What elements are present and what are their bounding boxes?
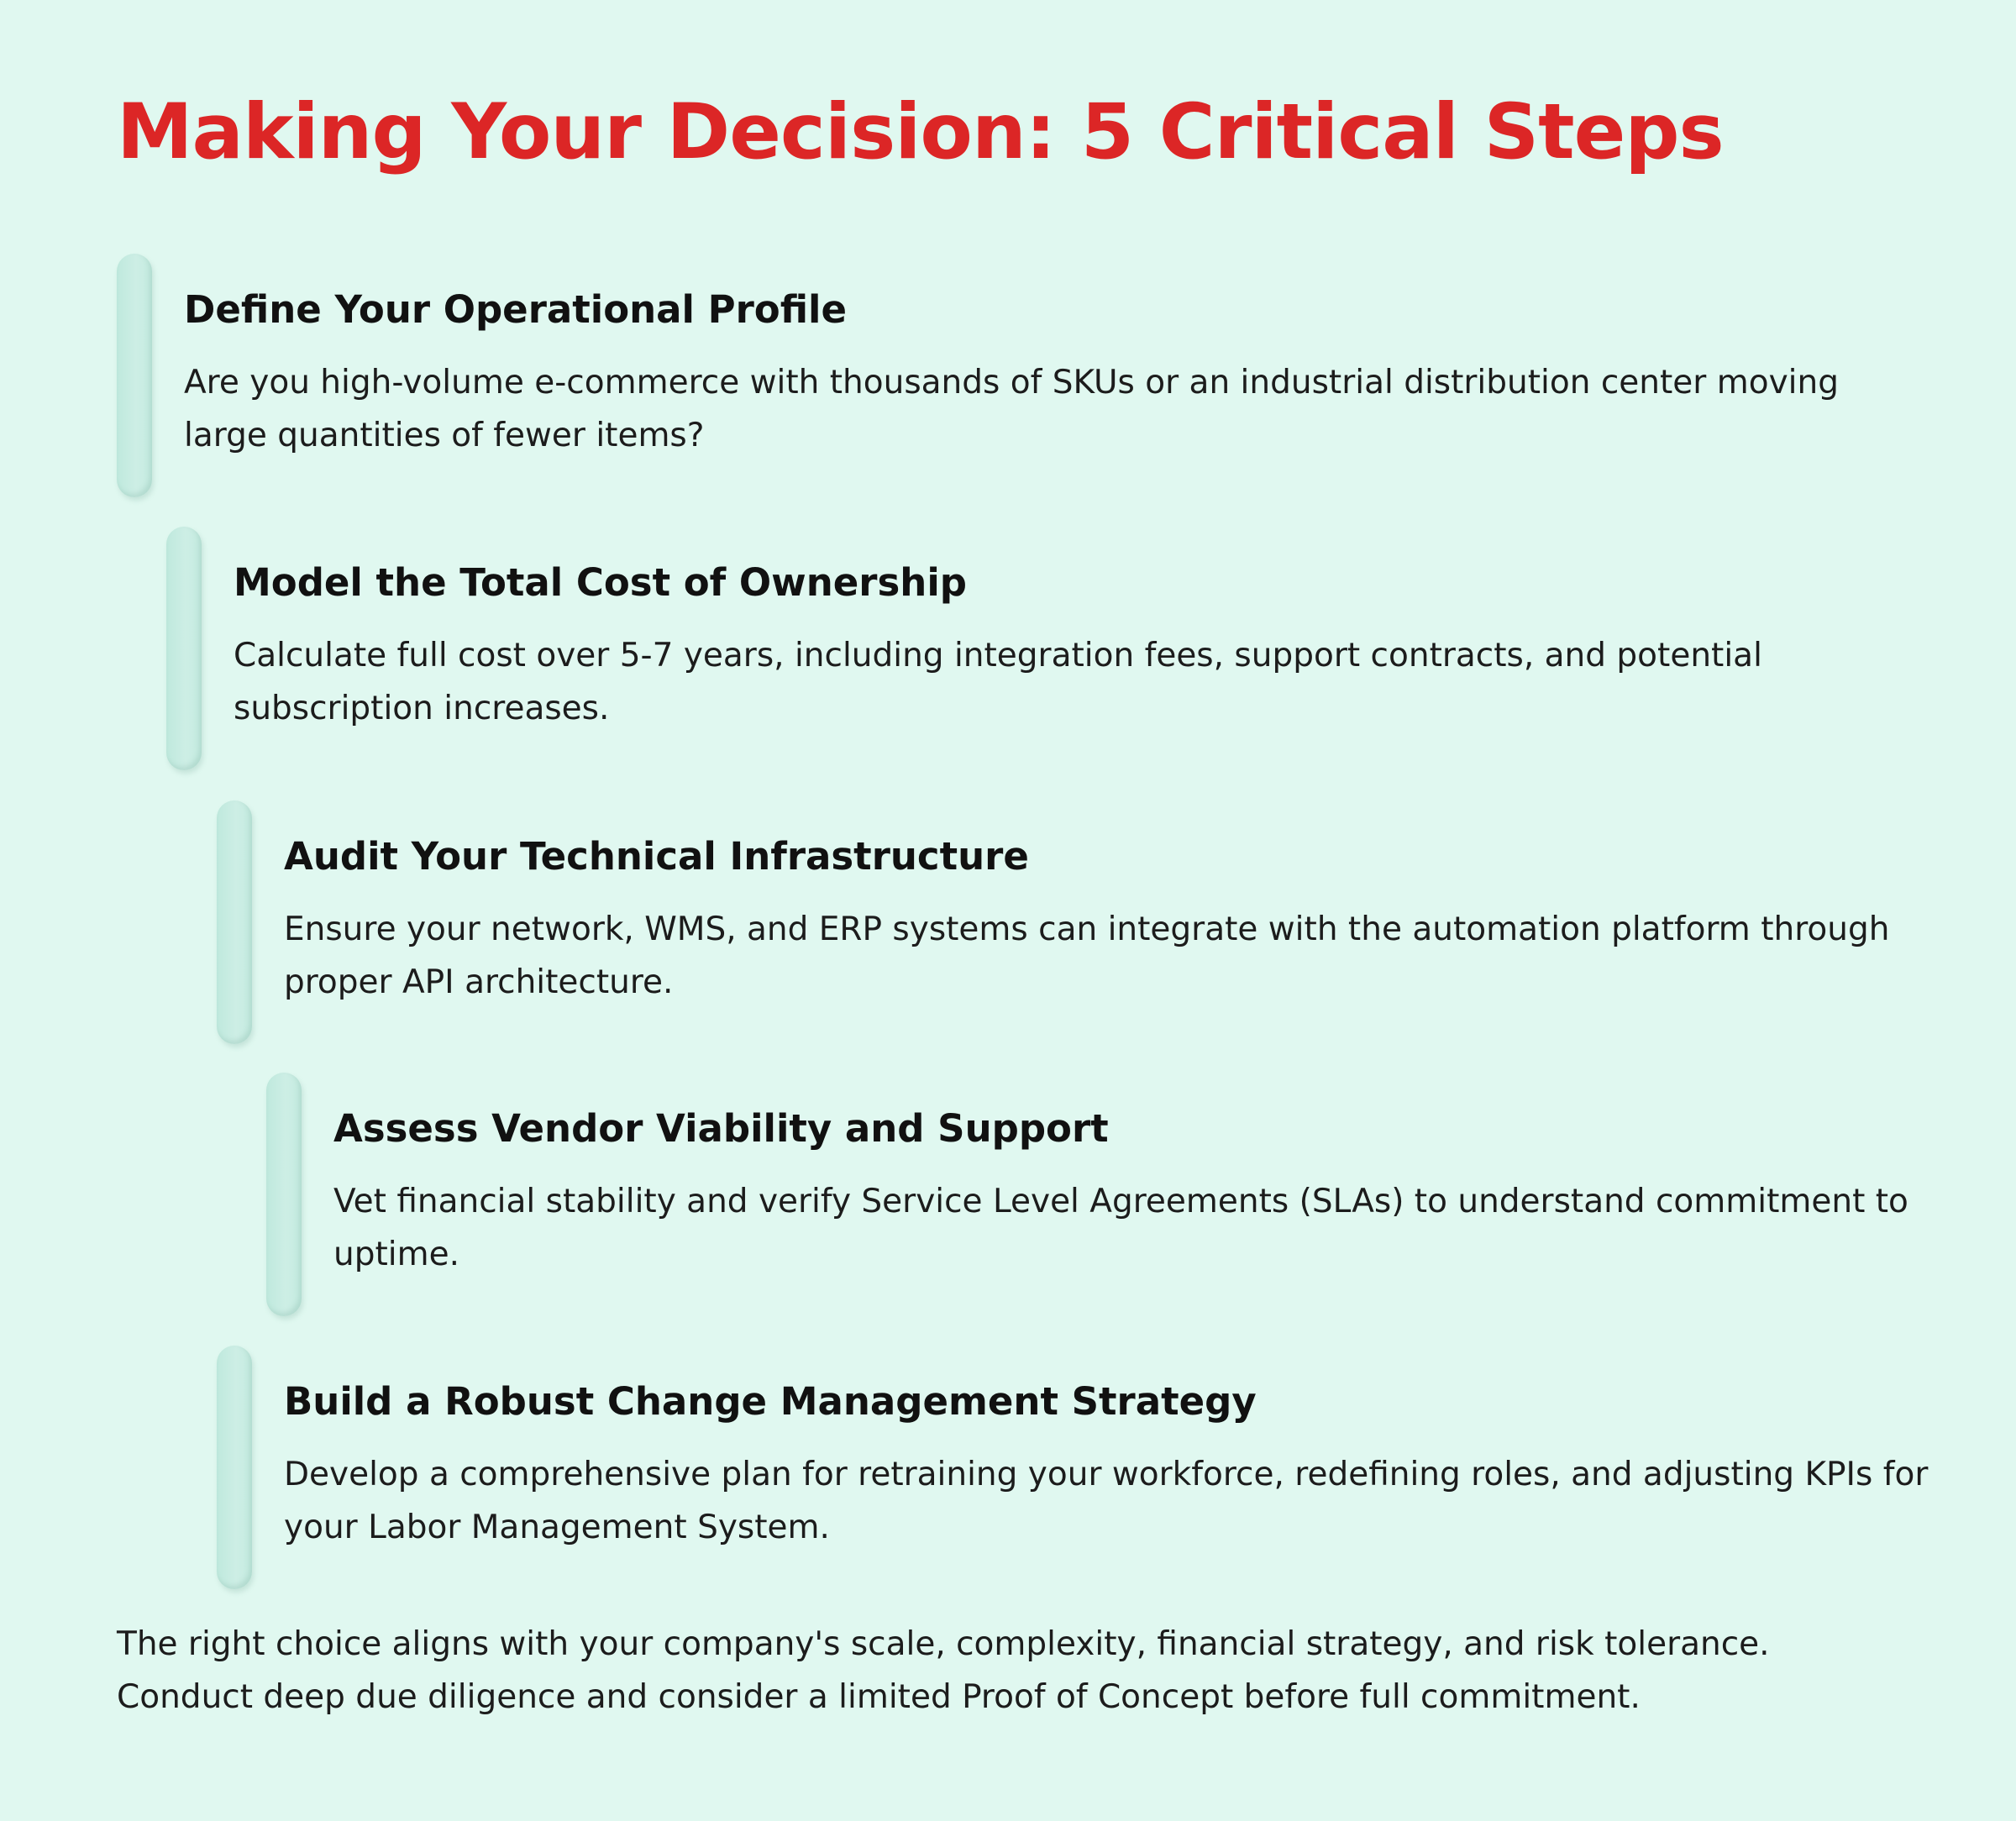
- step-description: Vet financial stability and verify Service Level Agreements (SLAs) to understand commitment to uptime.: [333, 1183, 1908, 1273]
- step-title: Build a Robust Change Management Strategy: [284, 1379, 1257, 1424]
- step-description: Ensure your network, WMS, and ERP systems can integrate with the automation platform through proper API architecture.: [284, 910, 1890, 1001]
- step-bar: [166, 527, 202, 770]
- step-title: Assess Vendor Viability and Support: [333, 1106, 1109, 1151]
- step-bar: [217, 1346, 252, 1589]
- step-title: Define Your Operational Profile: [184, 287, 847, 332]
- step-description: Are you high-volume e-commerce with thousands of SKUs or an industrial distribution center moving large quantities of fewer items?: [184, 364, 1839, 454]
- step-bar: [117, 254, 152, 497]
- step-description: Develop a comprehensive plan for retraining your workforce, redefining roles, and adjusting KPIs for your Labor Management System.: [284, 1456, 1929, 1546]
- step-2: [166, 527, 1930, 770]
- step-4: [266, 1073, 1929, 1316]
- step-5: [217, 1346, 1930, 1589]
- step-title: Model the Total Cost of Ownership: [234, 560, 967, 605]
- step-title: Audit Your Technical Infrastructure: [284, 834, 1029, 879]
- step-1: [117, 254, 1914, 497]
- conclusion-text: The right choice aligns with your company's scale, complexity, financial strategy, and risk tolerance. Conduct deep due diligence and consider a limited Proof of Concept before full commitment.: [117, 1625, 1770, 1716]
- step-bar: [266, 1073, 302, 1316]
- step-3: [217, 800, 1930, 1044]
- page-title: Making Your Decision: 5 Critical Steps: [117, 88, 1724, 176]
- step-bar: [217, 800, 252, 1044]
- step-description: Calculate full cost over 5-7 years, including integration fees, support contracts, and potential subscription increases.: [234, 637, 1762, 727]
